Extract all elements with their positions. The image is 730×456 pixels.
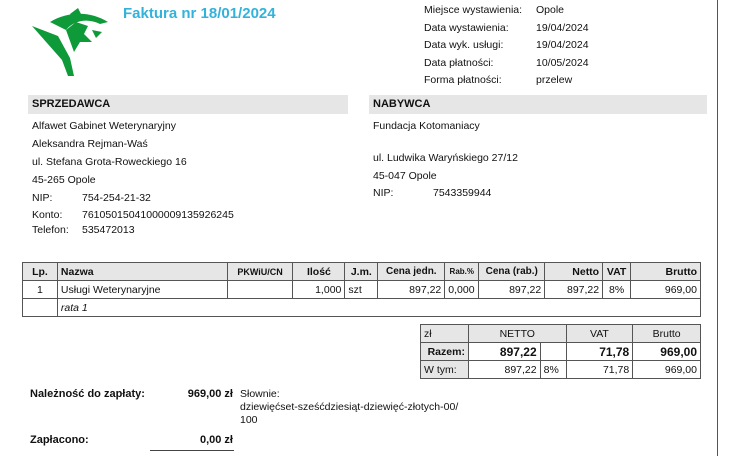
row-gross: 969,00 (631, 281, 701, 299)
row-unit: szt (345, 281, 378, 299)
vat-summary-table (420, 324, 701, 379)
summary-incl-vat: 71,78 (566, 361, 633, 379)
meta-place-label: Miejsce wystawienia: (424, 4, 523, 16)
paid-label: Zapłacono: (30, 434, 89, 446)
meta-payment-method-label: Forma płatności: (424, 74, 502, 86)
summary-vat-header: VAT (566, 325, 633, 343)
seller-nip: 754-254-21-32 (82, 192, 151, 204)
seller-city: 45-265 Opole (32, 174, 96, 186)
amount-words-line2: 100 (240, 414, 258, 426)
summary-total-row (421, 343, 701, 361)
row-vat: 8% (603, 281, 631, 299)
meta-service-date-label: Data wyk. usługi: (424, 39, 504, 51)
seller-person: Aleksandra Rejman-Waś (32, 138, 148, 150)
amount-due-label: Należność do zapłaty: (30, 388, 145, 400)
row-price-disc: 897,22 (479, 281, 545, 299)
seller-account-label: Konto: (32, 209, 63, 221)
summary-total-gross: 969,00 (633, 343, 701, 361)
col-lp-header: Lp. (23, 263, 58, 281)
col-price-disc-header: Cena (rab.) (479, 263, 545, 281)
paid-underline (150, 450, 234, 451)
meta-payment-method-value: przelew (536, 74, 573, 86)
seller-heading: SPRZEDAWCA (28, 95, 348, 114)
invoice-title: Faktura nr 18/01/2024 (123, 5, 276, 22)
seller-nip-label: NIP: (32, 192, 53, 204)
buyer-heading: NABYWCA (369, 95, 707, 114)
row-qty: 1,000 (293, 281, 345, 299)
row-price: 897,22 (378, 281, 445, 299)
col-name-header: Nazwa (57, 263, 227, 281)
company-logo (30, 8, 112, 78)
row-note: rata 1 (57, 299, 700, 317)
buyer-name: Fundacja Kotomaniacy (373, 120, 480, 132)
meta-place-value: Opole (536, 4, 565, 16)
table-row-note (23, 299, 701, 317)
amount-due-value: 969,00 zł (187, 388, 233, 400)
row-net: 897,22 (545, 281, 603, 299)
summary-incl-row (421, 361, 701, 379)
col-pkwiu-header: PKWiU/CN (227, 263, 293, 281)
summary-currency: zł (421, 325, 469, 343)
col-qty-header: Ilość (293, 263, 345, 281)
buyer-nip-label: NIP: (373, 187, 394, 199)
summary-incl-rate: 8% (540, 361, 566, 379)
seller-phone-label: Telefon: (32, 224, 69, 236)
buyer-nip: 7543359944 (433, 187, 492, 199)
seller-name: Alfawet Gabinet Weterynaryjny (32, 120, 176, 132)
col-vat-header: VAT (603, 263, 631, 281)
paid-value: 0,00 zł (199, 434, 233, 446)
summary-total-net: 897,22 (468, 343, 540, 361)
seller-street: ul. Stefana Grota-Roweckiego 16 (32, 156, 187, 168)
buyer-city: 45-047 Opole (373, 170, 437, 182)
row-name: Usługi Weterynaryjne (57, 281, 227, 299)
table-row (23, 281, 701, 299)
col-unit-header: J.m. (345, 263, 378, 281)
summary-incl-net: 897,22 (468, 361, 540, 379)
summary-total-vat: 71,78 (566, 343, 633, 361)
items-header-row (23, 263, 701, 281)
summary-total-label: Razem: (421, 343, 469, 361)
summary-gross-header: Brutto (633, 325, 701, 343)
col-net-header: Netto (545, 263, 603, 281)
summary-header-row (421, 325, 701, 343)
col-price-header: Cena jedn. (378, 263, 445, 281)
meta-payment-date-label: Data płatności: (424, 57, 494, 69)
amount-words-label: Słownie: (240, 388, 280, 400)
amount-words-line1: dziewięćset-sześćdziesiąt-dziewięć-złotych-00/ (240, 401, 459, 413)
meta-payment-date-value: 10/05/2024 (536, 57, 589, 69)
summary-incl-label: W tym: (421, 361, 469, 379)
buyer-street: ul. Ludwika Waryńskiego 27/12 (373, 152, 518, 164)
row-pkwiu (227, 281, 293, 299)
page-edge-line (717, 0, 718, 456)
row-discount: 0,000 (445, 281, 479, 299)
summary-incl-gross: 969,00 (633, 361, 701, 379)
row-lp: 1 (23, 281, 58, 299)
seller-account: 76105015041000009135926245 (82, 209, 234, 221)
seller-phone: 535472013 (82, 224, 135, 236)
meta-issue-date-label: Data wystawienia: (424, 22, 509, 34)
col-discount-header: Rab.% (445, 263, 479, 281)
col-gross-header: Brutto (631, 263, 701, 281)
items-table (22, 262, 701, 317)
summary-net-header: NETTO (468, 325, 566, 343)
meta-service-date-value: 19/04/2024 (536, 39, 589, 51)
meta-issue-date-value: 19/04/2024 (536, 22, 589, 34)
